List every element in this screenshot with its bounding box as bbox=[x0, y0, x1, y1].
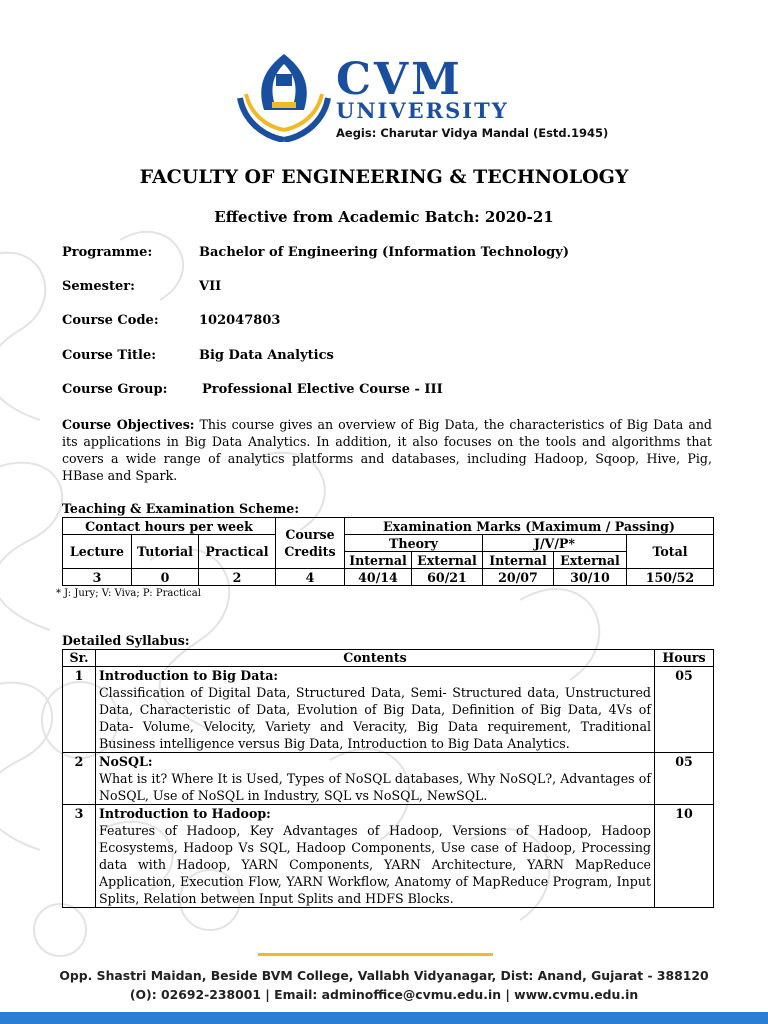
logo-aegis: Aegis: Charutar Vidya Mandal (Estd.1945) bbox=[336, 126, 609, 140]
info-label: Course Group: bbox=[62, 382, 168, 397]
syllabus-header-row bbox=[63, 650, 714, 667]
info-label: Course Title: bbox=[62, 348, 157, 363]
scheme-internal: Internal bbox=[345, 552, 412, 569]
scheme-value: 30/10 bbox=[554, 569, 627, 586]
footer-address: Opp. Shastri Maidan, Beside BVM College, Vallabh Vidyanagar, Dist: Anand, Gujarat - 388120 bbox=[59, 968, 709, 983]
row-text: Classification of Digital Data, Structured Data, Semi- Structured data, Unstructured Data, Characteristic of Data, Evolution of Big Data, Definition of Big Data, 4Vs of Data- Volume, Velocity, Variety and Veracity, Big Data requirement, Traditional Business intelligence versus Big Data, Introduction to Big Data Analytics. bbox=[99, 685, 651, 751]
row-contents bbox=[96, 805, 655, 908]
row-title: Introduction to Hadoop: bbox=[99, 806, 271, 821]
row-text: Features of Hadoop, Key Advantages of Hadoop, Versions of Hadoop, Hadoop Ecosystems, Hadoop Vs SQL, Hadoop Components, Use case of Hadoop, Processing data with Hadoop, YARN Components, YARN Architecture, YARN MapReduce Application, Execution Flow, YARN Workflow, Anatomy of MapReduce Program, Input Splits, Relation between Input Splits and HDFS Blocks. bbox=[99, 823, 651, 906]
info-value: Professional Elective Course - III bbox=[202, 382, 443, 397]
objectives-label: Course Objectives: bbox=[62, 417, 195, 432]
row-hours: 05 bbox=[655, 667, 714, 753]
table-row bbox=[63, 667, 714, 753]
scheme-jvp: J/V/P* bbox=[483, 535, 627, 552]
col-hours: Hours bbox=[655, 650, 714, 667]
info-value: Big Data Analytics bbox=[199, 348, 334, 363]
scheme-value: 40/14 bbox=[345, 569, 412, 586]
col-contents: Contents bbox=[96, 650, 655, 667]
scheme-value: 60/21 bbox=[412, 569, 483, 586]
footer-divider bbox=[258, 953, 493, 956]
info-label: Semester: bbox=[62, 279, 135, 294]
row-sr: 3 bbox=[63, 805, 96, 908]
scheme-heading: Teaching & Examination Scheme: bbox=[62, 501, 299, 516]
footer-contact: (O): 02692-238001 | Email: adminoffice@cvmu.edu.in | www.cvmu.edu.in bbox=[129, 987, 639, 1002]
scheme-practical: Practical bbox=[199, 535, 276, 569]
scheme-value: 2 bbox=[199, 569, 276, 586]
footer-address-block bbox=[0, 966, 768, 1004]
scheme-value: 20/07 bbox=[483, 569, 554, 586]
scheme-value: 3 bbox=[63, 569, 132, 586]
row-contents bbox=[96, 753, 655, 805]
scheme-internal: Internal bbox=[483, 552, 554, 569]
info-label: Course Code: bbox=[62, 313, 159, 328]
row-text: What is it? Where It is Used, Types of NoSQL databases, Why NoSQL?, Advantages of NoSQL, Use of NoSQL in Industry, SQL vs NoSQL, NewSQL. bbox=[99, 771, 651, 803]
info-label: Programme: bbox=[62, 245, 153, 260]
scheme-theory: Theory bbox=[345, 535, 483, 552]
syllabus-table bbox=[62, 649, 714, 908]
row-hours: 05 bbox=[655, 753, 714, 805]
scheme-table bbox=[62, 517, 714, 586]
col-sr: Sr. bbox=[63, 650, 96, 667]
info-value: 102047803 bbox=[199, 313, 281, 328]
table-row bbox=[63, 805, 714, 908]
objectives-text: This course gives an overview of Big Data, the characteristics of Big Data and its applications in Big Data Analytics. In addition, it also focuses on the tools and algorithms that covers a wide range of analytics platforms and databases, including Hadoop, Sqoop, Hive, Pig, HBase and Spark. bbox=[62, 417, 712, 483]
scheme-value: 150/52 bbox=[627, 569, 714, 586]
table-row bbox=[63, 753, 714, 805]
scheme-tutorial: Tutorial bbox=[132, 535, 199, 569]
scheme-value: 4 bbox=[276, 569, 345, 586]
footer-bar bbox=[0, 1012, 768, 1024]
info-value: Bachelor of Engineering (Information Technology) bbox=[199, 245, 569, 260]
scheme-value: 0 bbox=[132, 569, 199, 586]
syllabus-heading: Detailed Syllabus: bbox=[62, 633, 190, 648]
scheme-exam-marks: Examination Marks (Maximum / Passing) bbox=[345, 518, 714, 535]
row-sr: 2 bbox=[63, 753, 96, 805]
scheme-external: External bbox=[412, 552, 483, 569]
scheme-external: External bbox=[554, 552, 627, 569]
university-logo bbox=[336, 54, 609, 140]
batch-subtitle: Effective from Academic Batch: 2020-21 bbox=[214, 208, 554, 226]
course-objectives bbox=[62, 416, 712, 484]
scheme-lecture: Lecture bbox=[63, 535, 132, 569]
scheme-footnote: * J: Jury; V: Viva; P: Practical bbox=[56, 588, 201, 599]
row-title: Introduction to Big Data: bbox=[99, 668, 278, 683]
row-contents bbox=[96, 667, 655, 753]
logo-subname: UNIVERSITY bbox=[336, 98, 509, 123]
row-sr: 1 bbox=[63, 667, 96, 753]
faculty-title: FACULTY OF ENGINEERING & TECHNOLOGY bbox=[139, 166, 629, 188]
row-title: NoSQL: bbox=[99, 754, 153, 769]
row-hours: 10 bbox=[655, 805, 714, 908]
scheme-credits: Course Credits bbox=[276, 518, 345, 569]
scheme-contact-hours: Contact hours per week bbox=[63, 518, 276, 535]
logo-name: CVM bbox=[336, 54, 463, 105]
info-value: VII bbox=[199, 279, 222, 294]
scheme-total: Total bbox=[627, 535, 714, 569]
